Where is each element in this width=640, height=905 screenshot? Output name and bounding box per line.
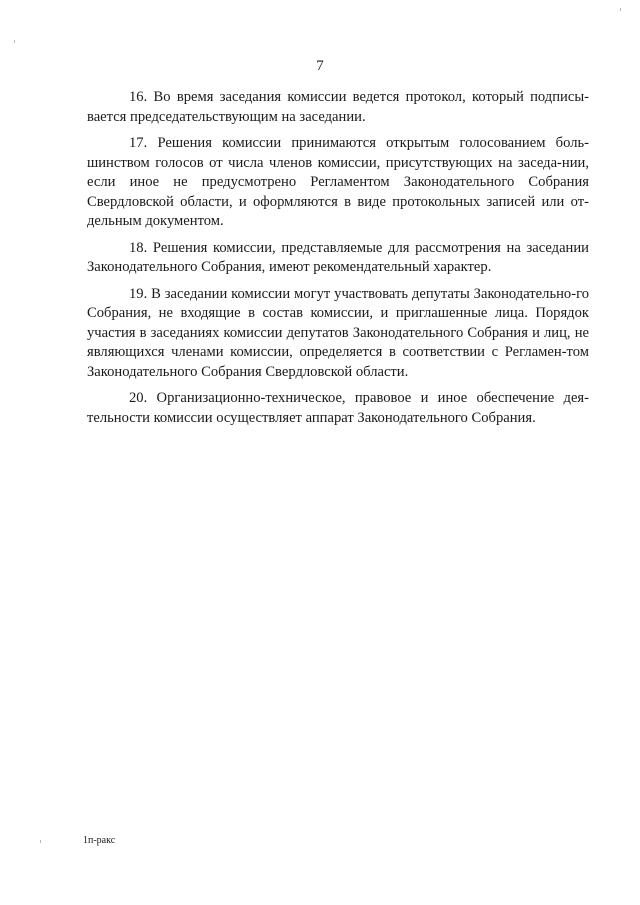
document-body — [87, 88, 589, 435]
footer-document-code: 1п-ракс — [83, 835, 116, 846]
paragraph-17: 17. Решения комиссии принимаются открытым голосованием боль-шинством голосов от числа членов комиссии, присутствующих на заседа-нии, если иное не предусмотрено Регламентом Законодательного Собрания Свердловской области, и оформляются в виде протокольных записей или от-дельным документом. — [87, 135, 589, 229]
paragraph-20: 20. Организационно-техническое, правовое и иное обеспечение дея-тельности комиссии осуществляет аппарат Законодательного Собрания. — [87, 390, 589, 426]
paragraph-19: 19. В заседании комиссии могут участвовать депутаты Законодательно-го Собрания, не входящие в состав комиссии, и приглашенные лица. Порядок участия в заседаниях комиссии депутатов Законодательного Собрания и лиц, не являющихся членами комиссии, определяется в соответствии с Регламен-том Законодательного Собрания Свердловской области. — [87, 285, 589, 380]
paragraph-18: 18. Решения комиссии, представляемые для рассмотрения на заседании Законодательного Собрания, имеют рекомендательный характер. — [87, 239, 589, 275]
scan-mark-top-right — [620, 8, 621, 11]
page-number: 7 — [316, 58, 324, 74]
scan-mark-bottom-left — [40, 840, 41, 843]
scan-mark-top-left — [14, 40, 15, 43]
paragraph-16: 16. Во время заседания комиссии ведется протокол, который подписы-вается председательствующим на заседании. — [87, 89, 589, 125]
